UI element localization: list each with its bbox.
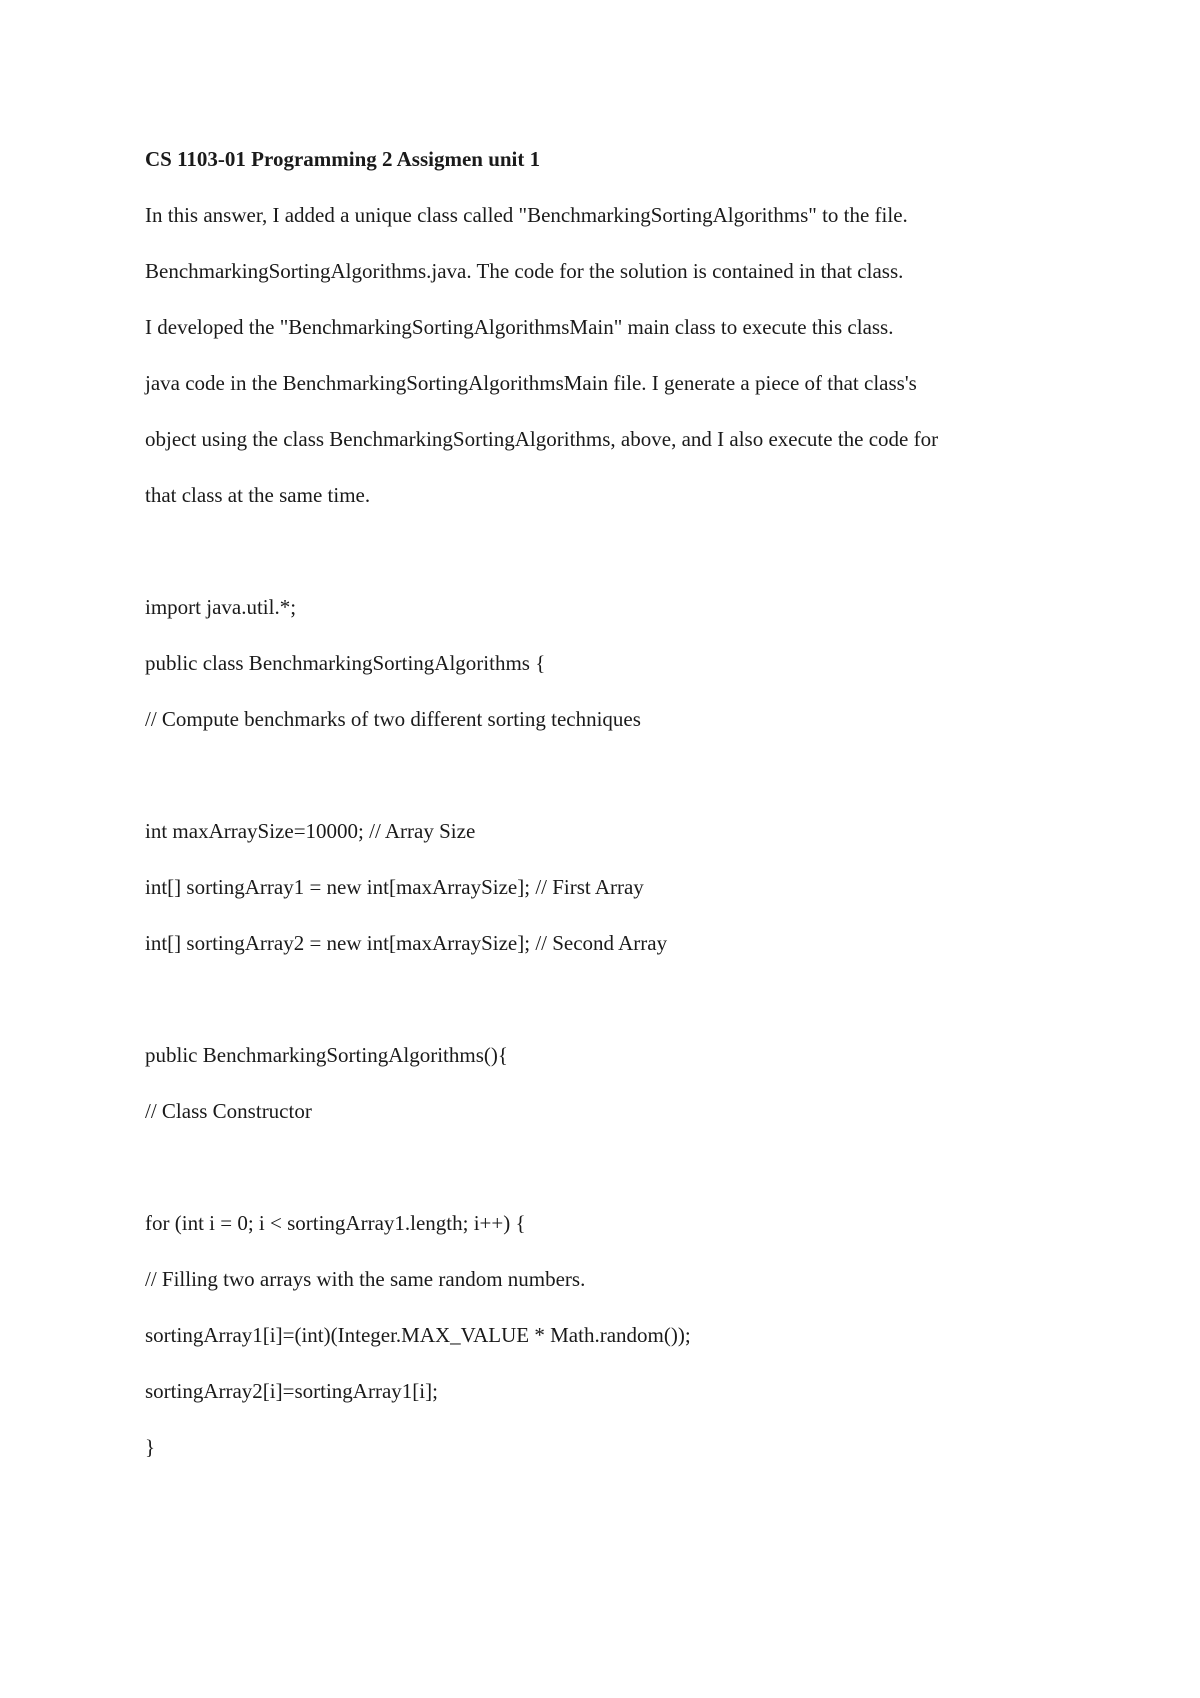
- blank-line: [145, 533, 1105, 589]
- code-line: int[] sortingArray2 = new int[maxArraySize]; // Second Array: [145, 931, 668, 955]
- code-line: }: [145, 1435, 156, 1459]
- intro-line: BenchmarkingSortingAlgorithms.java. The code for the solution is contained in that class.: [145, 259, 904, 283]
- intro-line: java code in the BenchmarkingSortingAlgorithmsMain file. I generate a piece of that class's: [145, 371, 917, 395]
- intro-line: In this answer, I added a unique class called "BenchmarkingSortingAlgorithms" to the file.: [145, 203, 908, 227]
- code-line: sortingArray1[i]=(int)(Integer.MAX_VALUE * Math.random());: [145, 1323, 691, 1347]
- blank-line: [145, 757, 1105, 813]
- code-line: sortingArray2[i]=sortingArray1[i];: [145, 1379, 438, 1403]
- code-line: int maxArraySize=10000; // Array Size: [145, 819, 476, 843]
- code-line: int[] sortingArray1 = new int[maxArraySize]; // First Array: [145, 875, 644, 899]
- code-line: public BenchmarkingSortingAlgorithms(){: [145, 1043, 508, 1067]
- blank-line: [145, 981, 1105, 1037]
- intro-line: object using the class BenchmarkingSortingAlgorithms, above, and I also execute the code for: [145, 427, 939, 451]
- code-line: for (int i = 0; i < sortingArray1.length; i++) {: [145, 1211, 526, 1235]
- code-line: import java.util.*;: [145, 595, 297, 619]
- intro-line: that class at the same time.: [145, 483, 371, 507]
- code-block-constructor: [145, 1037, 1105, 1149]
- code-line: // Filling two arrays with the same random numbers.: [145, 1267, 586, 1291]
- document-body: [145, 141, 1105, 1485]
- code-line: // Class Constructor: [145, 1099, 312, 1123]
- code-line: public class BenchmarkingSortingAlgorithms {: [145, 651, 546, 675]
- code-block-loop: [145, 1205, 1105, 1485]
- intro-line: I developed the "BenchmarkingSortingAlgorithmsMain" main class to execute this class.: [145, 315, 894, 339]
- code-block-imports: [145, 589, 1105, 757]
- blank-line: [145, 1149, 1105, 1205]
- code-line: // Compute benchmarks of two different sorting techniques: [145, 707, 641, 731]
- code-block-fields: [145, 813, 1105, 981]
- document-title: CS 1103-01 Programming 2 Assigmen unit 1: [145, 147, 541, 171]
- intro-paragraph: [145, 197, 1105, 533]
